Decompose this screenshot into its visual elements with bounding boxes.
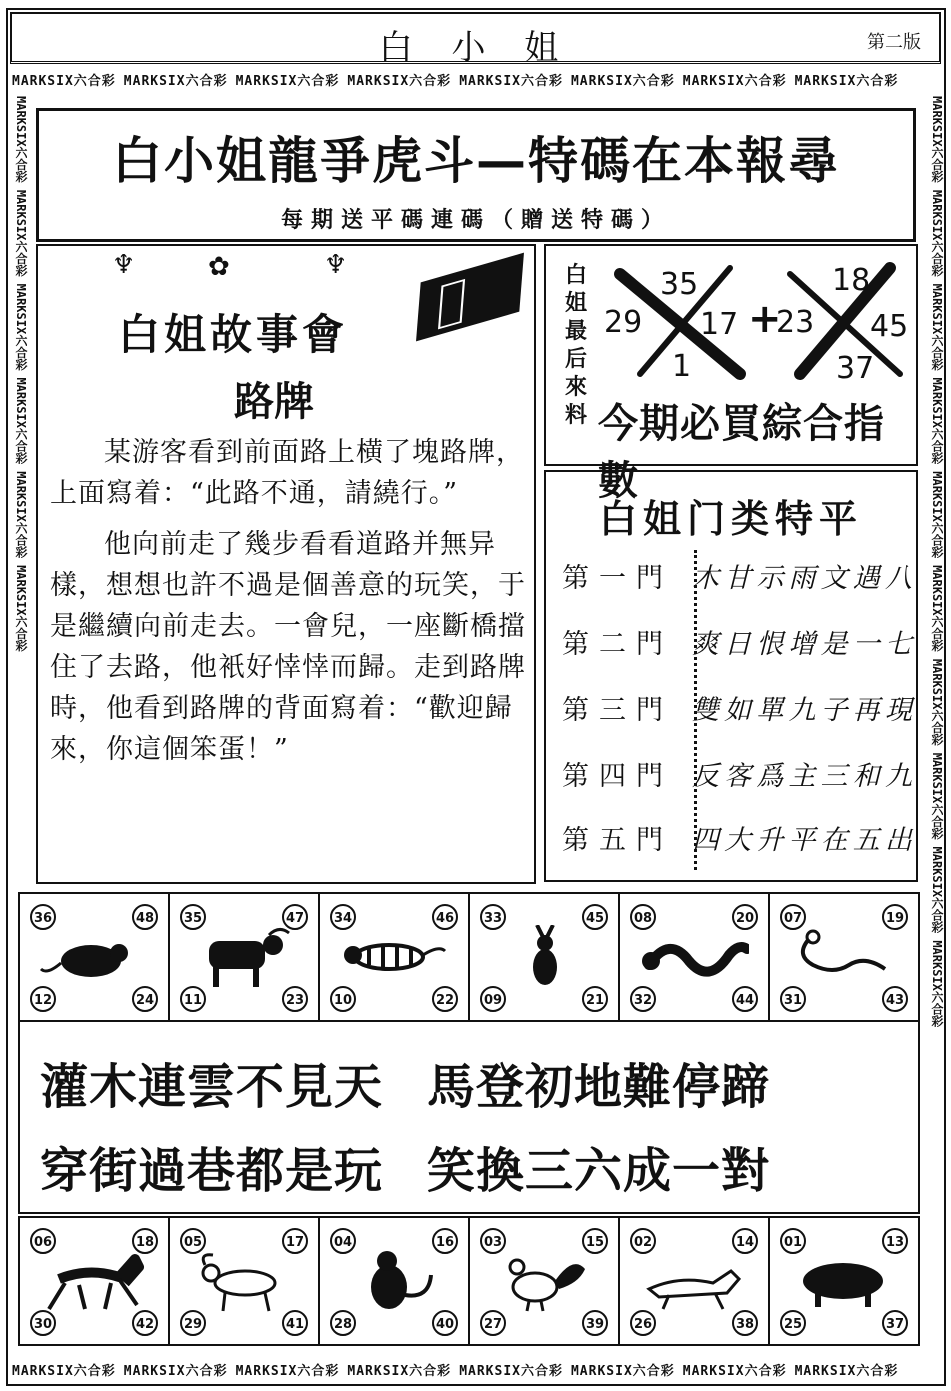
tulip-icon: ♆	[324, 250, 348, 280]
number-ball: 46	[432, 904, 458, 930]
goat-icon	[189, 1249, 299, 1313]
gate-value: 七	[884, 629, 912, 660]
marquee-unit: MARKSIX六合彩	[682, 74, 787, 89]
gates-box	[544, 470, 918, 882]
poem-phrase: 馬登初地難停蹄	[427, 1059, 771, 1115]
gate-value: 九	[884, 761, 912, 792]
gate-value: 雙	[692, 695, 719, 726]
number-ball: 01	[780, 1228, 806, 1254]
number-ball: 16	[432, 1228, 458, 1254]
number-ball: 37	[882, 1310, 908, 1336]
number-ball: 22	[432, 986, 458, 1012]
marquee-unit: MARKSIX六合彩	[930, 940, 944, 1027]
tip-number: 1	[672, 349, 692, 384]
ox-icon	[189, 925, 299, 989]
gate-value: 平	[788, 825, 816, 856]
tip-number: 45	[870, 309, 909, 344]
number-ball: 17	[282, 1228, 308, 1254]
zodiac-cell-dog	[620, 1218, 770, 1344]
gate-value: 反	[692, 761, 719, 792]
number-ball: 27	[480, 1310, 506, 1336]
gate-value: 再	[852, 695, 880, 726]
gate-values	[692, 818, 912, 857]
tip-number: 17	[700, 307, 739, 342]
masthead	[10, 12, 941, 68]
gate-value: 是	[820, 629, 848, 660]
marquee-unit: MARKSIX六合彩	[794, 1364, 899, 1379]
gate-label: 第二門	[562, 629, 673, 660]
number-ball: 26	[630, 1310, 656, 1336]
marquee-unit: MARKSIX六合彩	[123, 74, 228, 89]
tip-number: 29	[604, 305, 643, 340]
gate-value: 如	[724, 695, 752, 726]
number-ball: 18	[132, 1228, 158, 1254]
zodiac-cell-pig	[770, 1218, 918, 1344]
gate-value: 主	[788, 761, 816, 792]
gate-value: 日	[724, 629, 752, 660]
marquee-unit: MARKSIX六合彩	[930, 658, 944, 746]
tiger-icon	[339, 925, 449, 989]
gate-value: 一	[852, 629, 880, 660]
gate-row	[562, 754, 912, 798]
number-ball: 20	[732, 904, 758, 930]
tip-caption: 今期必買綜合指數	[598, 401, 885, 504]
rooster-icon	[489, 1249, 599, 1313]
marquee-unit: MARKSIX六合彩	[459, 1364, 563, 1379]
marquee-unit: MARKSIX六合彩	[930, 189, 944, 277]
poem-line	[40, 1048, 770, 1117]
story-box	[36, 244, 536, 884]
tip-number: 18	[832, 263, 871, 298]
tip-number: 37	[836, 351, 875, 384]
number-ball: 44	[732, 986, 758, 1012]
gate-value: 子	[820, 695, 848, 726]
gate-label: 第五門	[562, 825, 673, 856]
edition-label: 第二版	[867, 32, 921, 53]
number-ball: 07	[780, 904, 806, 930]
number-ball: 41	[282, 1310, 308, 1336]
gate-value: 在	[820, 825, 848, 856]
number-ball: 21	[582, 986, 608, 1012]
poem-box	[18, 1020, 920, 1214]
marquee-unit: MARKSIX六合彩	[930, 283, 944, 371]
number-ball: 45	[582, 904, 608, 930]
marquee-unit: MARKSIX六合彩	[347, 74, 452, 89]
zodiac-cell-ox	[170, 894, 320, 1020]
gate-value: 五	[852, 825, 880, 856]
gate-value: 木	[692, 563, 719, 594]
gates-title: 白姐门类特平	[598, 497, 863, 541]
zodiac-cell-rat	[20, 894, 170, 1020]
number-ball: 19	[882, 904, 908, 930]
poem-phrase: 灌木連雲不見天	[40, 1059, 384, 1115]
gate-value: 九	[788, 695, 816, 726]
marquee-unit: MARKSIX六合彩	[459, 74, 563, 89]
zodiac-cell-snake	[770, 894, 918, 1020]
marquee-unit: MARKSIX六合彩	[930, 377, 944, 465]
number-ball: 47	[282, 904, 308, 930]
marquee-unit: MARKSIX六合彩	[14, 189, 28, 277]
number-ball: 35	[180, 904, 206, 930]
zodiac-grid-bottom	[18, 1216, 920, 1346]
marquee-top	[12, 70, 940, 92]
gate-value: 四	[692, 825, 719, 856]
number-ball: 32	[630, 986, 656, 1012]
gate-value: 三	[820, 761, 848, 792]
marquee-left	[8, 96, 30, 886]
number-ball: 33	[480, 904, 506, 930]
number-ball: 42	[132, 1310, 158, 1336]
number-ball: 23	[282, 986, 308, 1012]
marquee-unit: MARKSIX六合彩	[14, 377, 28, 465]
monkey-icon	[339, 1249, 449, 1313]
zodiac-cell-rooster	[470, 1218, 620, 1344]
zodiac-cell-horse	[20, 1218, 170, 1344]
number-ball: 02	[630, 1228, 656, 1254]
horse-icon	[39, 1249, 149, 1313]
number-ball: 09	[480, 986, 506, 1012]
number-ball: 10	[330, 986, 356, 1012]
number-ball: 28	[330, 1310, 356, 1336]
number-ball: 29	[180, 1310, 206, 1336]
number-ball: 39	[582, 1310, 608, 1336]
marquee-unit: MARKSIX六合彩	[930, 471, 944, 558]
number-ball: 06	[30, 1228, 56, 1254]
snake-icon	[789, 925, 899, 989]
gate-value: 客	[724, 761, 752, 792]
marquee-unit: MARKSIX六合彩	[930, 96, 944, 183]
zodiac-cell-goat	[170, 1218, 320, 1344]
number-ball: 25	[780, 1310, 806, 1336]
number-ball: 14	[732, 1228, 758, 1254]
gate-label: 第一門	[562, 563, 673, 594]
zodiac-cell-tiger	[320, 894, 470, 1020]
number-ball: 36	[30, 904, 56, 930]
marquee-unit: MARKSIX六合彩	[14, 96, 28, 183]
marquee-unit: MARKSIX六合彩	[14, 283, 28, 371]
number-ball: 12	[30, 986, 56, 1012]
marquee-unit: MARKSIX六合彩	[12, 1364, 116, 1379]
number-ball: 43	[882, 986, 908, 1012]
gate-value: 出	[884, 825, 912, 856]
marquee-unit: MARKSIX六合彩	[12, 74, 116, 89]
marquee-unit: MARKSIX六合彩	[570, 1364, 675, 1379]
number-ball: 31	[780, 986, 806, 1012]
number-ball: 05	[180, 1228, 206, 1254]
gate-value: 文	[820, 563, 848, 594]
marquee-right	[924, 96, 946, 1354]
number-ball: 15	[582, 1228, 608, 1254]
gate-values	[692, 754, 912, 793]
number-ball: 48	[132, 904, 158, 930]
marquee-unit: MARKSIX六合彩	[235, 1364, 340, 1379]
marquee-unit: MARKSIX六合彩	[570, 74, 675, 89]
gate-values	[692, 688, 912, 727]
marquee-unit: MARKSIX六合彩	[682, 1364, 787, 1379]
gate-value: 單	[756, 695, 784, 726]
tip-number: 35	[660, 267, 699, 302]
headline-box	[36, 108, 916, 242]
marquee-unit: MARKSIX六合彩	[794, 74, 899, 89]
marquee-unit: MARKSIX六合彩	[930, 565, 944, 652]
tip-numbers	[600, 254, 910, 384]
gate-value: 增	[788, 629, 816, 660]
tulip-icon: ♆	[112, 250, 136, 280]
number-ball: 08	[630, 904, 656, 930]
number-ball: 30	[30, 1310, 56, 1336]
gate-value: 雨	[788, 563, 816, 594]
marquee-unit: MARKSIX六合彩	[235, 74, 340, 89]
gate-values	[692, 622, 912, 661]
marquee-unit: MARKSIX六合彩	[14, 471, 28, 558]
headline-sub: 每期送平碼連碼（贈送特碼）	[280, 208, 671, 233]
zodiac-cell-dragon	[620, 894, 770, 1020]
gate-value: 恨	[756, 629, 784, 660]
gate-values	[692, 556, 912, 595]
story-paragraph: 某游客看到前面路上横了塊路牌，上面寫着：“此路不通，請繞行。”	[50, 437, 524, 509]
rabbit-icon	[489, 925, 599, 989]
gate-row	[562, 688, 912, 732]
gate-value: 甘	[724, 563, 752, 594]
story-paragraph: 他向前走了幾步看看道路并無异樣，想想也許不過是個善意的玩笑，于是繼續向前走去。一會兒，一座斷橋擋住了去路，他衹好悻悻而歸。走到路牌時，他看到路牌的背面寫着：“歡迎歸來，你這個笨蛋！”	[50, 529, 526, 765]
pig-icon	[789, 1249, 899, 1313]
dragon-icon	[639, 925, 749, 989]
marquee-unit: MARKSIX六合彩	[14, 565, 28, 652]
book-icon	[416, 253, 524, 342]
gate-row	[562, 556, 912, 600]
gate-value: 爽	[692, 629, 719, 660]
gate-value: 遇	[852, 563, 880, 594]
gate-value: 現	[884, 695, 912, 726]
gate-row	[562, 818, 912, 862]
number-ball: 24	[132, 986, 158, 1012]
tip-plus: +	[748, 296, 782, 342]
masthead-title: 白 小 姐	[378, 28, 573, 68]
sparkle-icon: ✿	[208, 252, 230, 282]
gate-value: 和	[852, 761, 880, 792]
zodiac-cell-monkey	[320, 1218, 470, 1344]
gate-label: 第三門	[562, 695, 673, 726]
gate-value: 升	[756, 825, 784, 856]
headline-main: 白小姐龍爭虎斗—特碼在本報尋	[112, 132, 840, 190]
marquee-unit: MARKSIX六合彩	[930, 752, 944, 840]
dog-icon	[639, 1249, 749, 1313]
number-ball: 11	[180, 986, 206, 1012]
gate-value: 示	[756, 563, 784, 594]
marquee-unit: MARKSIX六合彩	[123, 1364, 228, 1379]
zodiac-cell-rabbit	[470, 894, 620, 1020]
number-ball: 34	[330, 904, 356, 930]
marquee-unit: MARKSIX六合彩	[347, 1364, 452, 1379]
number-ball: 40	[432, 1310, 458, 1336]
marquee-unit: MARKSIX六合彩	[930, 846, 944, 934]
poem-line	[40, 1132, 770, 1201]
gate-value: 八	[884, 563, 912, 594]
gate-label: 第四門	[562, 761, 673, 792]
poem-phrase: 穿街過巷都是玩	[40, 1143, 384, 1199]
gate-value: 大	[724, 825, 752, 856]
number-ball: 38	[732, 1310, 758, 1336]
rat-icon	[39, 925, 149, 989]
gate-value: 爲	[756, 761, 784, 792]
tip-number: 23	[776, 305, 815, 340]
story-body	[50, 432, 530, 780]
story-title: 路牌	[234, 379, 314, 425]
number-ball: 13	[882, 1228, 908, 1254]
zodiac-grid-top	[18, 892, 920, 1022]
poem-phrase: 笑換三六成一對	[427, 1143, 771, 1199]
story-section-title: 白姐故事會	[118, 310, 349, 359]
marquee-bottom	[12, 1360, 940, 1382]
tip-vertical-label: 白姐最后來料	[564, 263, 587, 428]
gate-row	[562, 622, 912, 666]
number-ball: 04	[330, 1228, 356, 1254]
tip-box	[544, 244, 918, 504]
number-ball: 03	[480, 1228, 506, 1254]
